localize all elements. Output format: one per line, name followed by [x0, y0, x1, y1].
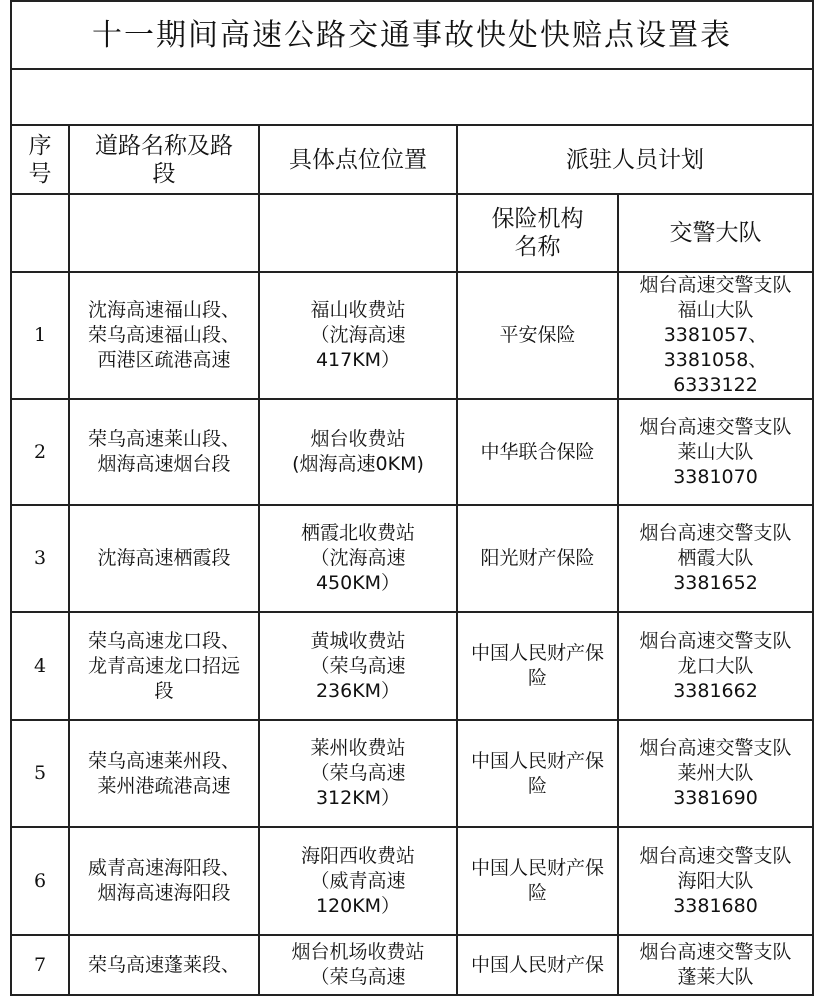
cell-location-line: 450KM） — [315, 572, 401, 594]
blank-row — [11, 69, 813, 125]
cell-police-line: 3381058、6333122 — [663, 349, 768, 396]
cell-seq — [11, 827, 69, 935]
cell-location — [259, 505, 457, 612]
cell-location-line: 120KM） — [315, 894, 401, 917]
cell-location-line: （荣乌高速 — [310, 654, 406, 677]
cell-location-line: (烟海高速0KM) — [292, 453, 424, 475]
cell-insurer-line: 中国人民财产保 — [470, 749, 604, 772]
cell-insurer-line: 中华联合保险 — [480, 440, 595, 463]
table-row — [11, 827, 813, 935]
cell-police-line: 福山大队 — [677, 299, 754, 321]
header-personnel: 派驻人员计划 — [457, 125, 813, 194]
cell-insurer-line: 中国人民财产保 — [470, 953, 604, 976]
cell-road-line: 威青高速海阳段、 — [87, 857, 240, 879]
table-row — [11, 612, 813, 720]
cell-road-line: 莱州港疏港高速 — [97, 774, 231, 797]
cell-road-line: 荣乌高速福山段、 — [87, 324, 240, 346]
table-row — [11, 272, 813, 399]
cell-location — [259, 612, 457, 720]
table-row — [11, 935, 813, 995]
cell-road — [69, 612, 259, 720]
cell-insurer-line: 险 — [527, 774, 547, 797]
cell-location-line: 417KM） — [315, 349, 401, 371]
cell-police-line: 烟台高速交警支队 — [639, 941, 792, 963]
cell-police-line: 烟台高速交警支队 — [639, 415, 792, 438]
cell-location-line: 236KM） — [315, 679, 401, 702]
cell-seq-line: 5 — [33, 762, 47, 784]
cell-seq — [11, 399, 69, 505]
header-road-line: 道路名称及路 — [95, 132, 233, 159]
table-row — [11, 399, 813, 505]
cell-location — [259, 720, 457, 827]
cell-road-line: 烟海高速烟台段 — [97, 453, 231, 475]
cell-insurer — [457, 935, 618, 995]
cell-police-line: 海阳大队 — [677, 869, 754, 892]
cell-police-line: 莱州大队 — [677, 762, 754, 784]
cell-insurer-line: 阳光财产保险 — [480, 547, 595, 569]
cell-location-line: 烟台机场收费站 — [291, 941, 425, 963]
table-row — [11, 720, 813, 827]
cell-seq — [11, 612, 69, 720]
cell-insurer-line: 中国人民财产保 — [470, 857, 604, 879]
header-seq-line: 序 — [28, 132, 52, 159]
cell-insurer — [457, 272, 618, 399]
header-police: 交警大队 — [618, 194, 813, 272]
cell-road — [69, 720, 259, 827]
header-insurer-line: 保险机构 — [491, 206, 584, 232]
header-insurer-line: 名称 — [514, 234, 561, 260]
cell-police-line: 莱山大队 — [677, 440, 754, 463]
cell-road-line: 荣乌高速蓬莱段、 — [87, 953, 240, 976]
cell-insurer — [457, 505, 618, 612]
cell-insurer — [457, 612, 618, 720]
cell-insurer — [457, 399, 618, 505]
cell-police-line: 3381680 — [673, 894, 758, 917]
header-location: 具体点位位置 — [259, 125, 457, 194]
subheader-empty — [11, 194, 69, 272]
header-road — [69, 125, 259, 194]
cell-police-line: 烟台高速交警支队 — [639, 522, 792, 544]
cell-insurer-line: 平安保险 — [499, 324, 576, 346]
header-insurer — [457, 194, 618, 272]
cell-seq — [11, 935, 69, 995]
cell-road-line: 龙青高速龙口招远 — [87, 654, 240, 677]
cell-road — [69, 827, 259, 935]
table-row — [11, 505, 813, 612]
cell-police-line: 3381690 — [673, 787, 758, 809]
subheader-empty — [69, 194, 259, 272]
cell-police-line: 3381070 — [673, 465, 758, 488]
cell-insurer-line: 险 — [527, 667, 547, 689]
cell-location-line: 莱州收费站 — [310, 737, 406, 759]
cell-police-line: 3381652 — [673, 572, 758, 594]
document-table-wrapper — [10, 0, 812, 996]
cell-police-line: 3381057、 — [663, 324, 768, 346]
cell-location-line: （威青高速 — [310, 869, 406, 892]
cell-seq-line: 2 — [33, 440, 47, 463]
cell-road — [69, 272, 259, 399]
cell-police-line: 烟台高速交警支队 — [639, 274, 792, 296]
cell-location-line: （荣乌高速 — [310, 762, 406, 784]
cell-road-line: 荣乌高速莱山段、 — [87, 428, 240, 450]
cell-location-line: 黄城收费站 — [310, 629, 406, 652]
cell-police-line: 烟台高速交警支队 — [639, 629, 792, 652]
cell-insurer — [457, 827, 618, 935]
header-road-line: 段 — [152, 160, 176, 187]
cell-police — [618, 827, 813, 935]
cell-road-line: 沈海高速福山段、 — [87, 299, 240, 321]
cell-location — [259, 399, 457, 505]
cell-road-line: 西港区疏港高速 — [97, 349, 231, 371]
cell-police-line: 蓬莱大队 — [677, 966, 754, 988]
cell-police-line: 烟台高速交警支队 — [639, 737, 792, 759]
cell-seq — [11, 720, 69, 827]
cell-location-line: （沈海高速 — [310, 324, 406, 346]
cell-seq-line: 1 — [33, 324, 47, 346]
cell-location — [259, 935, 457, 995]
cell-police — [618, 935, 813, 995]
cell-seq-line: 4 — [33, 654, 47, 677]
cell-road-line: 荣乌高速莱州段、 — [87, 749, 240, 772]
cell-location-line: （沈海高速 — [310, 547, 406, 569]
cell-police — [618, 612, 813, 720]
cell-seq-line: 7 — [33, 953, 47, 976]
cell-location — [259, 272, 457, 399]
cell-road — [69, 505, 259, 612]
cell-location — [259, 827, 457, 935]
cell-insurer-line: 中国人民财产保 — [470, 642, 604, 664]
header-seq-line: 号 — [28, 160, 52, 187]
cell-road-line: 烟海高速海阳段 — [97, 882, 231, 904]
cell-location-line: 福山收费站 — [310, 299, 406, 321]
cell-road — [69, 399, 259, 505]
accident-points-table — [10, 0, 814, 996]
cell-police — [618, 399, 813, 505]
cell-seq — [11, 505, 69, 612]
cell-police-line: 烟台高速交警支队 — [639, 844, 792, 867]
cell-location-line: （荣乌高速 — [310, 966, 406, 988]
header-seq — [11, 125, 69, 194]
cell-police-line: 龙口大队 — [677, 654, 754, 677]
cell-seq — [11, 272, 69, 399]
cell-police — [618, 272, 813, 399]
cell-insurer-line: 险 — [527, 882, 547, 904]
cell-location-line: 栖霞北收费站 — [300, 522, 415, 544]
cell-location-line: 烟台收费站 — [310, 428, 406, 450]
cell-seq-line: 6 — [33, 869, 47, 892]
cell-insurer — [457, 720, 618, 827]
cell-location-line: 312KM） — [315, 787, 401, 809]
cell-road — [69, 935, 259, 995]
subheader-empty — [259, 194, 457, 272]
cell-police — [618, 505, 813, 612]
cell-location-line: 海阳西收费站 — [300, 844, 415, 867]
cell-seq-line: 3 — [33, 547, 47, 569]
cell-road-line: 荣乌高速龙口段、 — [87, 629, 240, 652]
cell-road-line: 段 — [154, 679, 174, 702]
cell-road-line: 沈海高速栖霞段 — [97, 547, 231, 569]
cell-police-line: 栖霞大队 — [677, 547, 754, 569]
table-body — [11, 272, 813, 995]
table-title: 十一期间高速公路交通事故快处快赔点设置表 — [11, 1, 813, 69]
cell-police — [618, 720, 813, 827]
cell-police-line: 3381662 — [673, 679, 758, 702]
